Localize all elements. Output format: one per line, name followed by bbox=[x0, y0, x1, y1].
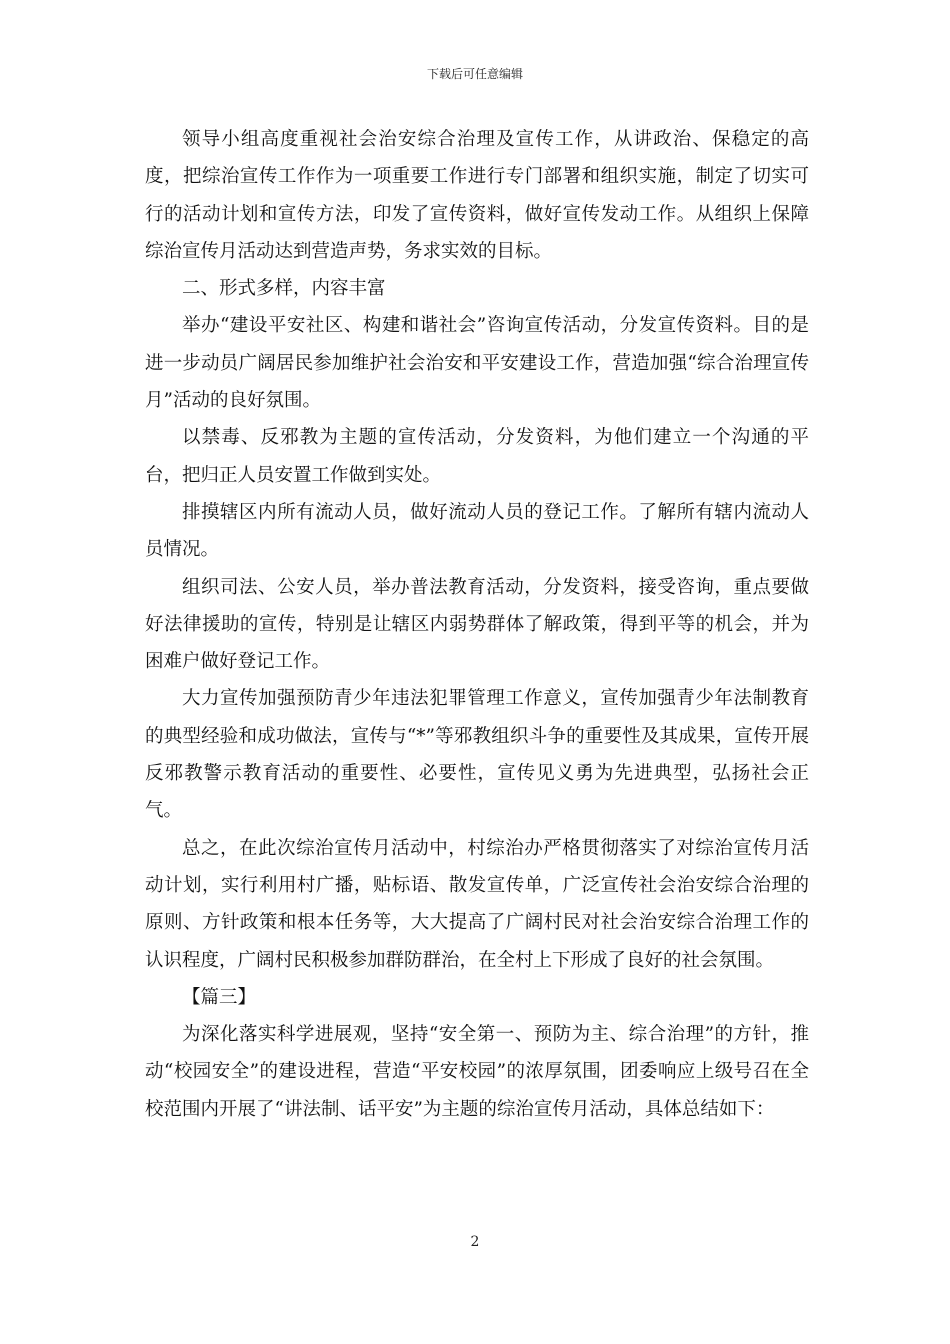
section-heading-2: 二、形式多样，内容丰富 bbox=[182, 278, 386, 300]
page-number: 2 bbox=[470, 1234, 480, 1250]
paragraph-anti-drug: 以禁毒、反邪教为主题的宣传活动，分发资料，为他们建立一个沟通的平台，把归正人员安置工作做到实处。 bbox=[145, 427, 809, 486]
section-heading-part-3: 【篇三】 bbox=[182, 986, 257, 1008]
paragraph-youth-prevention: 大力宣传加强预防青少年违法犯罪管理工作意义，宣传加强青少年法制教育的典型经验和成功做法，宣传与“*”等邪教组织斗争的重要性及其成果，宣传开展反邪教警示教育活动的重要性、必要性，宣传见义勇为先进典型，弘扬社会正气。 bbox=[145, 688, 809, 822]
paragraph-floating-population: 排摸辖区内所有流动人员，做好流动人员的登记工作。了解所有辖内流动人员情况。 bbox=[145, 501, 809, 561]
page-header: 下载后可任意编辑 bbox=[426, 67, 523, 81]
paragraph-consultation: 举办“建设平安社区、构建和谐社会”咨询宣传活动，分发宣传资料。目的是进一步动员广阔居民参加维护社会治安和平安建设工作，营造加强“综合治理宣传月”活动的良好氛围。 bbox=[145, 315, 809, 412]
paragraph-legal-education: 组织司法、公安人员，举办普法教育活动，分发资料，接受咨询，重点要做好法律援助的宣传，特别是让辖区内弱势群体了解政策，得到平等的机会，并为困难户做好登记工作。 bbox=[145, 576, 809, 673]
paragraph-summary: 总之，在此次综治宣传月活动中，村综治办严格贯彻落实了对综治宣传月活动计划，实行利用村广播，贴标语、散发宣传单，广泛宣传社会治安综合治理的原则、方针政策和根本任务等，大大提高了广阔村民对社会治安综合治理工作的认识程度，广阔村民积极参加群防群治，在全村上下形成了良好的社会氛围。 bbox=[145, 837, 809, 971]
document-body bbox=[145, 121, 809, 1128]
paragraph-leadership: 领导小组高度重视社会治安综合治理及宣传工作，从讲政治、保稳定的高度，把综治宣传工作作为一项重要工作进行专门部署和组织实施，制定了切实可行的活动计划和宣传方法，印发了宣传资料，做好宣传发动工作。从组织上保障综治宣传月活动达到营造声势，务求实效的目标。 bbox=[145, 129, 809, 262]
paragraph-part-3-intro: 为深化落实科学进展观，坚持“安全第一、预防为主、综合治理”的方针，推动“校园安全”的建设进程，营造“平安校园”的浓厚氛围，团委响应上级号召在全校范围内开展了“讲法制、话平安”为主题的综治宣传月活动，具体总结如下： bbox=[145, 1024, 809, 1120]
